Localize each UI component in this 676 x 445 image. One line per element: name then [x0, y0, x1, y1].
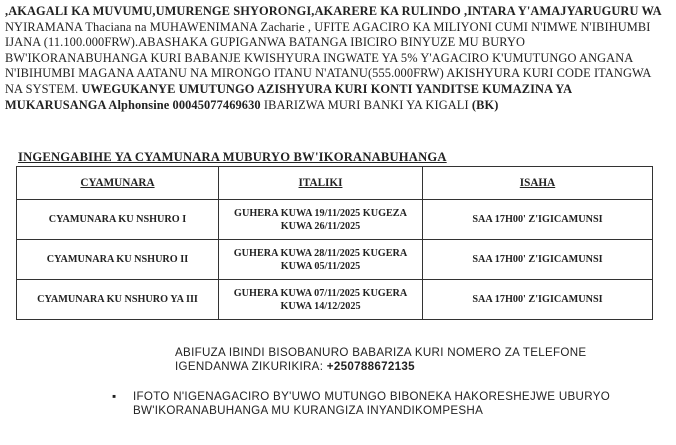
- header-cyamunara: CYAMUNARA: [17, 167, 219, 200]
- bank-abbr: (BK): [471, 97, 499, 112]
- time-cell: SAA 17H00' Z'IGICAMUNSI: [423, 200, 653, 240]
- bullet-icon: ▪: [112, 390, 117, 403]
- location-text: ,AKAGALI KA MUVUMU,UMURENGE SHYORONGI,AKARERE KA RULINDO ,INTARA Y'AMAJYARUGURU WA: [5, 4, 662, 18]
- table-row: [17, 280, 653, 320]
- round-cell: CYAMUNARA KU NSHURO II: [17, 240, 219, 280]
- date-cell: GUHERA KUWA 28/11/2025 KUGERA KUWA 05/11/2025: [219, 240, 423, 280]
- table-header-row: [17, 167, 653, 200]
- time-cell: SAA 17H00' Z'IGICAMUNSI: [423, 240, 653, 280]
- time-cell: SAA 17H00' Z'IGICAMUNSI: [423, 280, 653, 320]
- auction-schedule-table: [16, 166, 653, 320]
- round-cell: CYAMUNARA KU NSHURO I: [17, 200, 219, 240]
- account-text: UWEGUKANYE UMUTUNGO AZISHYURA KURI KONTI YANDITSE KUMAZINA YA MUKARUSANGA Alphonsine 00045077469630: [5, 81, 572, 112]
- photo-note-text: IFOTO N'IGENAGACIRO BY'UWO MUTUNGO BIBONEKA HAKORESHEJWE UBURYO BW'IKORANABUHANGA MU KURANGIZA INYANDIKOMPESHA: [133, 390, 611, 418]
- date-cell: GUHERA KUWA 07/11/2025 KUGERA KUWA 14/12/2025: [219, 280, 423, 320]
- table-row: [17, 200, 653, 240]
- contact-text: ABIFUZA IBINDI BISOBANURO BABARIZA KURI NOMERO ZA TELEFONE IGENDANWA ZIKURIKIRA:: [175, 346, 587, 374]
- notice-paragraph: [5, 4, 667, 113]
- header-italiki: ITALIKI: [219, 167, 423, 200]
- date-cell: GUHERA KUWA 19/11/2025 KUGEZA KUWA 26/11/2025: [219, 200, 423, 240]
- table-row: [17, 240, 653, 280]
- header-isaha: ISAHA: [423, 167, 653, 200]
- phone-number: +250788672135: [326, 360, 415, 374]
- round-cell: CYAMUNARA KU NSHURO YA III: [17, 280, 219, 320]
- contact-info: [175, 346, 645, 375]
- photo-note: [112, 390, 652, 419]
- schedule-heading: INGENGABIHE YA CYAMUNARA MUBURYO BW'IKORANABUHANGA: [18, 150, 447, 164]
- owners-text: NYIRAMANA Thaciana na MUHAWENIMANA Zacharie , UFITE AGACIRO KA MILIYONI CUMI N'IMWE N'IBIHUMBI IJANA (11.100.000FRW).ABASHAKA GUPIGANWA BATANGA IBICIRO BINYUZE MU BURYO BW'IKORANABUHANGA KURI BABANJE KWISHYURA INGWATE YA 5% Y'AGACIRO K'UMUTUNGO ANGANA N'IBIHUMBI MAGANA AATANU NA MIRONGO ITANU N'ATANU(555.000FRW) AKISHYURA KURI CODE ITANGWA NA SYSTEM.: [5, 19, 651, 96]
- bank-text: IBARIZWA MURI BANKI YA KIGALI: [260, 97, 472, 112]
